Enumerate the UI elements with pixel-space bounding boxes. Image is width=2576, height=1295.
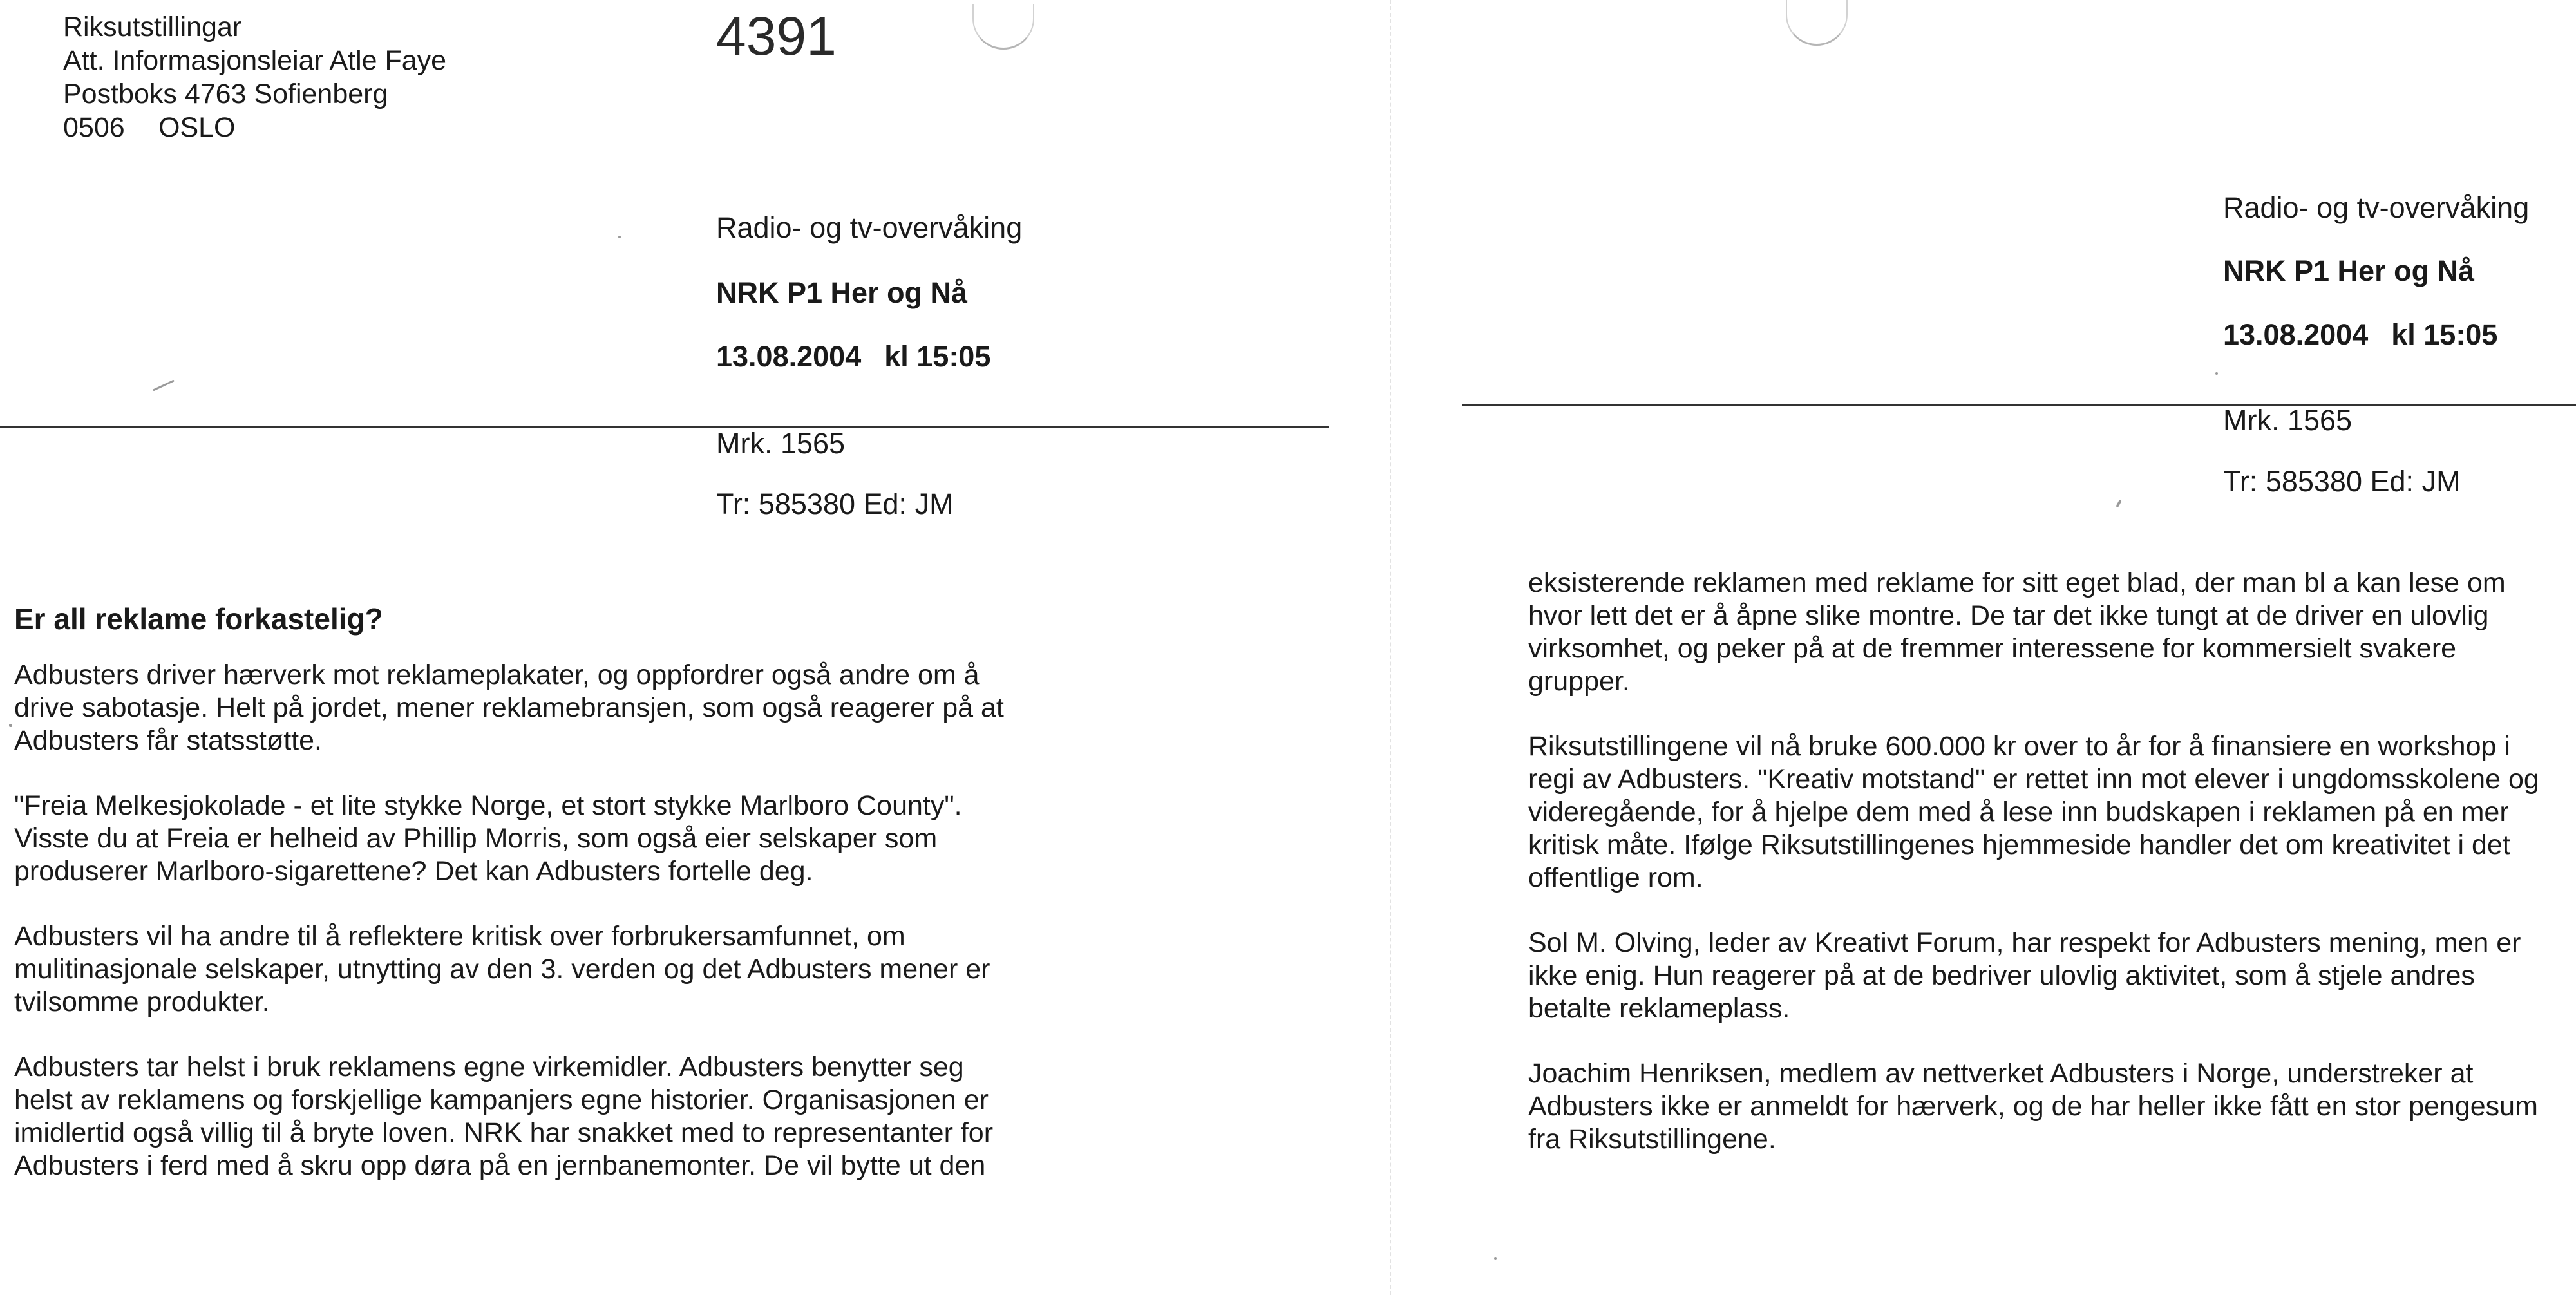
tr-label: Tr:: [716, 487, 751, 520]
article-headline: Er all reklame forkastelig?: [14, 602, 383, 636]
scan-speck: [2215, 372, 2218, 375]
header-divider: [1462, 404, 2576, 406]
ed-label: Ed:: [863, 487, 907, 520]
article-paragraph: Joachim Henriksen, medlem av nettverket Adbusters i Norge, understreker at Adbusters ikke er anmeldt for hærverk, og de har heller ikke fått en stor pengesum fra Riksutstillingene.: [1528, 1058, 2538, 1155]
scan-speck: [1494, 1257, 1497, 1260]
service-label: Radio- og tv-overvåking: [2223, 191, 2530, 224]
recipient-organization: Riksutstillingar: [63, 12, 242, 43]
scan-speck: [618, 236, 621, 238]
tr-value: 585380: [2265, 465, 2362, 498]
article-paragraph: Adbusters tar helst i bruk reklamens egne virkemidler. Adbusters benytter seg helst av reklamens og forskjellige kampanjers egne historier. Organisasjonen er imidlertid også villig til å bryte loven. NRK har snakket med to representanter for Adbusters i ferd med å skru opp døra på en jernbanemonter. De vil bytte ut den: [14, 1052, 994, 1181]
mark-number: Mrk. 1565: [716, 427, 846, 460]
program-name: NRK P1 Her og Nå: [2223, 254, 2475, 287]
article-paragraph: Sol M. Olving, leder av Kreativt Forum, har respekt for Adbusters mening, men er ikke enig. Hun reagerer på at de bedriver ulovlig aktivitet, som å stjele andres betalte reklameplass.: [1528, 927, 2521, 1024]
ed-label: Ed:: [2370, 465, 2414, 498]
ed-value: JM: [2421, 465, 2461, 498]
broadcast-date: 13.08.2004: [2223, 318, 2369, 351]
broadcast-datetime: [2223, 317, 2497, 352]
transcript-ids: [2223, 464, 2461, 499]
recipient-address: [63, 10, 446, 144]
transcript-ids: [716, 487, 954, 522]
recipient-postal-code: 0506: [63, 112, 125, 143]
recipient-postal-line: [63, 111, 446, 144]
tr-value: 585380: [758, 487, 855, 520]
recipient-attention: Att. Informasjonsleiar Atle Faye: [63, 45, 447, 76]
article-paragraph: "Freia Melkesjokolade - et lite stykke Norge, et stort stykke Marlboro County". Visste du at Freia er helheid av Phillip Morris, som også eier selskaper som produserer Marlboro-sigarettene? Det kan Adbusters fortelle deg.: [14, 790, 962, 887]
article-column-left: [14, 659, 1019, 1182]
program-name: NRK P1 Her og Nå: [716, 276, 968, 309]
broadcast-date: 13.08.2004: [716, 340, 862, 373]
page-two: [1391, 0, 2576, 1295]
article-paragraph: Adbusters driver hærverk mot reklameplakater, og oppfordrer også andre om å drive sabotasje. Helt på jordet, mener reklamebransjen, som også reagerer på at Adbusters får statsstøtte.: [14, 659, 1004, 756]
recipient-street: Postboks 4763 Sofienberg: [63, 79, 388, 109]
header-divider: [0, 426, 1329, 428]
scan-speck: [9, 724, 12, 727]
service-label: Radio- og tv-overvåking: [716, 211, 1023, 244]
tr-label: Tr:: [2223, 465, 2258, 498]
broadcast-time: kl 15:05: [2391, 318, 2498, 351]
reference-number: 4391: [716, 6, 837, 66]
article-paragraph: eksisterende reklamen med reklame for sitt eget blad, der man bl a kan lese om hvor lett det er å åpne slike montre. De tar det ikke tungt at de driver en ulovlig virksomhet, og peker på at de fremmer interessene for kommersielt svakere grupper.: [1528, 567, 2506, 697]
broadcast-datetime: [716, 339, 990, 374]
punch-hole-mark: [972, 4, 1034, 50]
recipient-city: OSLO: [158, 112, 236, 143]
article-paragraph: Adbusters vil ha andre til å reflektere kritisk over forbrukersamfunnet, om mulitinasjonale selskaper, utnytting av den 3. verden og det Adbusters mener er tvilsomme produkter.: [14, 921, 990, 1017]
ed-value: JM: [914, 487, 954, 520]
article-column-right: [1528, 567, 2559, 1156]
broadcast-time: kl 15:05: [884, 340, 991, 373]
scan-speck: [153, 380, 175, 392]
article-paragraph: Riksutstillingene vil nå bruke 600.000 kr over to år for å finansiere en workshop i regi av Adbusters. "Kreativ motstand" er rettet inn mot elever i ungdomsskolene og videregående, for å hjelpe dem med å lese inn budskapen i reklamen på en mer kritisk måte. Ifølge Riksutstillingenes hjemmeside handler det om kreativitet i det offentlige rom.: [1528, 731, 2539, 893]
punch-hole-mark: [1786, 0, 1848, 46]
mark-number: Mrk. 1565: [2223, 404, 2353, 437]
scan-speck: [2116, 500, 2121, 507]
